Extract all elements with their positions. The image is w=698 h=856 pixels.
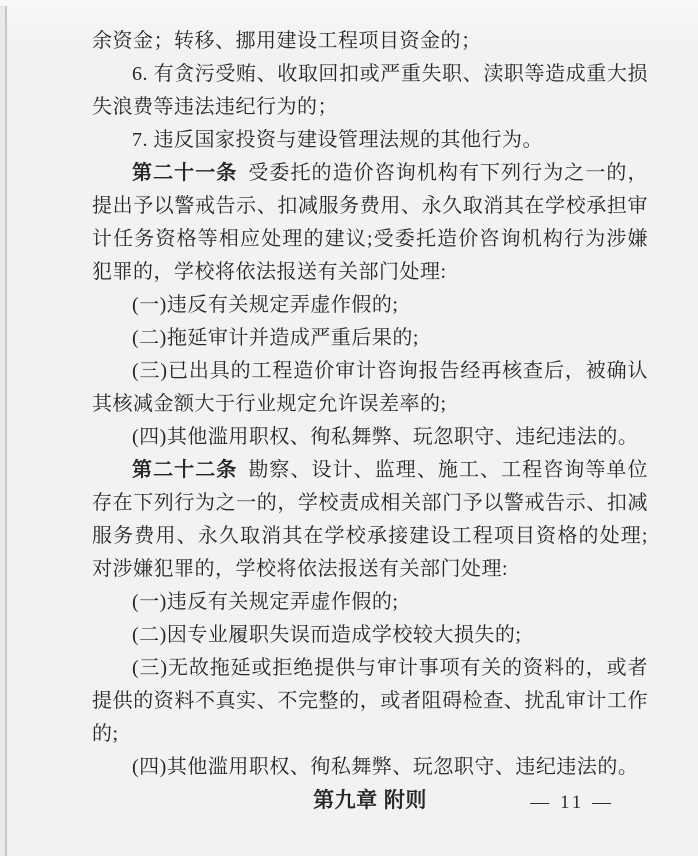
chapter-9-heading: 第九章 附则 <box>313 789 427 812</box>
article-22-paragraph <box>92 454 648 586</box>
article-21-subitem-3: (三)已出具的工程造价审计咨询报告经再核查后，被确认其核减金额大于行业规定允许误差率的; <box>92 360 648 415</box>
document-body <box>92 25 648 817</box>
article-22-subitem-3: (三)无故拖延或拒绝提供与审计事项有关的资料的，或者提供的资料不真实、不完整的，或者阻碍检查、扰乱审计工作的; <box>92 657 648 745</box>
article-21-term: 第二十一条 <box>132 162 238 184</box>
numbered-item-6: 6. 有贪污受贿、收取回扣或严重失职、渎职等造成重大损失浪费等违法违纪行为的； <box>92 63 648 118</box>
page-number: — 11 — <box>530 792 614 813</box>
article-22-subitem-2: (二)因专业履职失误而造成学校较大损失的; <box>132 624 522 646</box>
article-22-subitem-1: (一)违反有关规定弄虚作假的; <box>132 591 399 613</box>
paragraph-continuation: 余资金；转移、挪用建设工程项目资金的； <box>92 30 482 52</box>
article-21-subitem-1: (一)违反有关规定弄虚作假的; <box>132 294 399 316</box>
scan-edge-line <box>5 0 7 856</box>
article-21-subitem-2: (二)拖延审计并造成严重后果的; <box>132 327 419 349</box>
article-21-paragraph <box>92 157 648 289</box>
article-21-body: 受委托的造价咨询机构有下列行为之一的，提出予以警戒告示、扣减服务费用、永久取消其在学校承担审计任务资格等相应处理的建议;受委托造价咨询机构行为涉嫌犯罪的，学校将依法报送有关部门处理: <box>92 162 649 283</box>
scan-top-edge <box>0 0 698 6</box>
article-22-term: 第二十二条 <box>132 459 238 481</box>
article-22-subitem-4: (四)其他滥用职权、徇私舞弊、玩忽职守、违纪违法的。 <box>132 756 639 778</box>
article-21-subitem-4: (四)其他滥用职权、徇私舞弊、玩忽职守、违纪违法的。 <box>132 426 639 448</box>
numbered-item-7: 7. 违反国家投资与建设管理法规的其他行为。 <box>132 129 543 151</box>
article-22-body: 勘察、设计、监理、施工、工程咨询等单位存在下列行为之一的，学校责成相关部门予以警戒告示、扣减服务费用、永久取消其在学校承接建设工程项目资格的处理;对涉嫌犯罪的，学校将依法报送有关部门处理: <box>92 459 649 580</box>
